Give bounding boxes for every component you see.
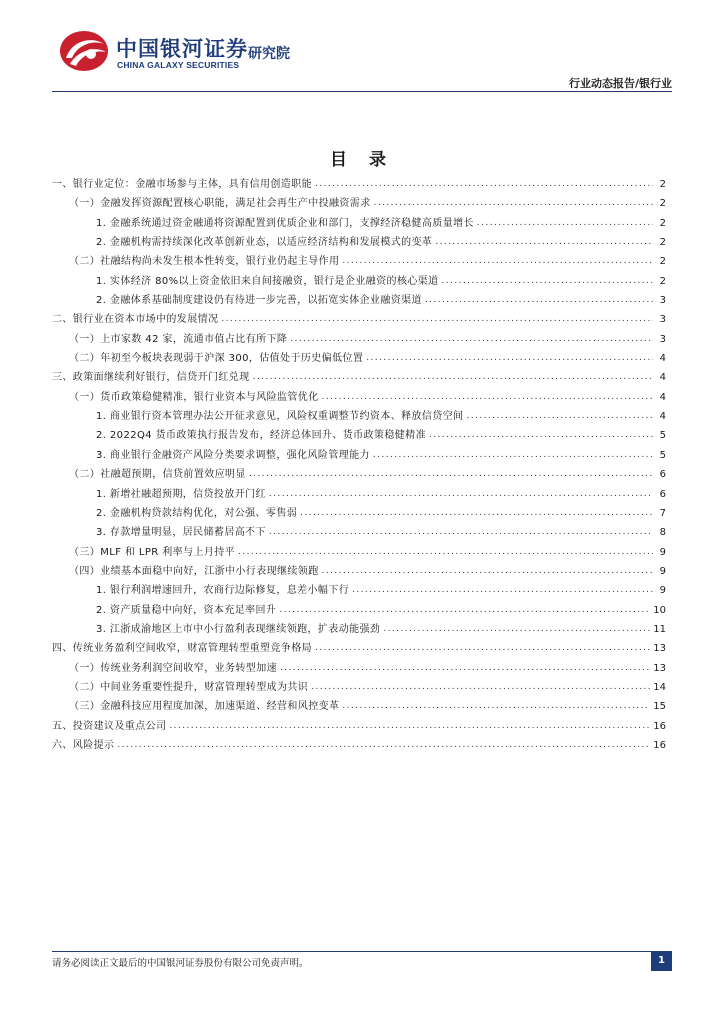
toc-entry-page: 7 [659, 507, 666, 519]
toc-entry-page: 16 [653, 720, 666, 732]
toc-entry-page: 6 [659, 488, 666, 500]
toc-leader-dots [269, 523, 653, 542]
toc-entry[interactable] [52, 581, 668, 600]
toc-entry-title: （二）中间业务重要性提升，财富管理转型成为共识 [69, 681, 309, 693]
toc-entry[interactable] [52, 523, 668, 542]
toc-entry-title: 2. 2022Q4 货币政策执行报告发布，经济总体回升、货币政策稳健精准 [96, 430, 426, 442]
toc-entry-page: 4 [659, 391, 666, 403]
toc-leader-dots [383, 620, 650, 639]
toc-entry-title: 1. 实体经济 80%以上资金依旧来自间接融资，银行是企业融资的核心渠道 [96, 275, 439, 287]
toc-leader-dots [366, 349, 653, 368]
toc-entry-page: 3 [659, 295, 666, 307]
toc-leader-dots [300, 504, 653, 523]
toc-entry[interactable] [52, 291, 668, 310]
toc-entry-title: （一）传统业务利润空间收窄，业务转型加速 [69, 662, 277, 674]
toc-entry-title: 1. 银行利润增速回升，农商行边际修复，息差小幅下行 [96, 585, 350, 597]
toc-leader-dots [429, 426, 653, 445]
toc-entry[interactable] [52, 620, 668, 639]
toc-entry-title: （二）社融超预期，信贷前置效应明显 [69, 469, 246, 481]
toc-entry[interactable] [52, 639, 668, 658]
toc-entry[interactable] [52, 736, 668, 755]
institute-label: 研究院 [248, 46, 290, 62]
brand-name-en: CHINA GALAXY SECURITIES [117, 60, 240, 70]
toc-entry-page: 5 [659, 449, 666, 461]
toc-entry[interactable] [52, 465, 668, 484]
toc-entry-title: 一、银行业定位：金融市场参与主体，具有信用创造职能 [52, 179, 312, 190]
toc-entry[interactable] [52, 194, 668, 213]
toc-entry[interactable] [52, 446, 668, 465]
disclaimer-text: 请务必阅读正文最后的中国银河证券股份有限公司免责声明。 [52, 958, 309, 969]
toc-entry-title: 3. 江浙成渝地区上市中小行盈利表现继续领跑，扩表动能强劲 [96, 623, 381, 635]
toc-entry[interactable] [52, 407, 668, 426]
toc-entry[interactable] [52, 485, 668, 504]
toc-entry[interactable] [52, 717, 668, 736]
toc-entry-page: 4 [659, 411, 666, 423]
toc-entry-title: （一）上市家数 42 家，流通市值占比有所下降 [69, 333, 288, 345]
toc-entry-page: 11 [653, 623, 666, 635]
toc-entry-title: （三）金融科技应用程度加深，加速渠道、经营和风控变革 [69, 701, 340, 713]
galaxy-logo-icon [58, 28, 110, 74]
toc-entry-page: 9 [659, 565, 666, 577]
toc-entry-page: 2 [659, 198, 666, 210]
toc-leader-dots [425, 291, 653, 310]
toc-entry[interactable] [52, 310, 668, 329]
toc-entry-title: （二）社融结构尚未发生根本性转变，银行业仍起主导作用 [69, 256, 340, 268]
toc-leader-dots [253, 368, 653, 387]
toc-entry-title: （四）业绩基本面稳中向好，江浙中小行表现继续领跑 [69, 565, 319, 577]
toc-entry-page: 5 [659, 430, 666, 442]
toc-entry-title: 2. 金融机构贷款结构优化，对公强、零售弱 [96, 507, 298, 519]
toc-leader-dots [342, 697, 650, 716]
toc-entry-page: 13 [653, 643, 666, 655]
toc-entry[interactable] [52, 175, 668, 194]
toc-entry-page: 15 [653, 701, 666, 713]
toc-entry-title: 2. 金融机构需持续深化改革创新业态，以适应经济结构和发展模式的变革 [96, 237, 433, 249]
toc-entry[interactable] [52, 349, 668, 368]
toc-entry[interactable] [52, 330, 668, 349]
toc-entry-title: 3. 存款增量明显，居民储蓄居高不下 [96, 527, 266, 539]
toc-leader-dots [373, 446, 653, 465]
toc-entry[interactable] [52, 272, 668, 291]
toc-leader-dots [352, 581, 653, 600]
brand-name-cn: 中国银河证券 [116, 37, 248, 61]
toc-entry-title: 3. 商业银行金融资产风险分类要求调整，强化风险管理能力 [96, 449, 370, 461]
toc-entry-page: 2 [659, 256, 666, 268]
toc-leader-dots [280, 659, 650, 678]
toc-entry[interactable] [52, 659, 668, 678]
toc-entry[interactable] [52, 562, 668, 581]
toc-leader-dots [290, 330, 653, 349]
toc-entry-title: 1. 新增社融超预期，信贷投放开门红 [96, 488, 266, 500]
toc-entry-page: 2 [659, 217, 666, 229]
toc-leader-dots [435, 233, 653, 252]
toc-entry-page: 4 [659, 353, 666, 365]
toc-entry[interactable] [52, 678, 668, 697]
toc-entry-title: 六、风险提示 [52, 739, 115, 751]
toc-leader-dots [477, 214, 653, 233]
toc-leader-dots [322, 562, 653, 581]
toc-entry-title: 四、传统业务盈利空间收窄，财富管理转型重塑竞争格局 [52, 643, 312, 655]
toc-entry[interactable] [52, 214, 668, 233]
toc-entry-page: 16 [653, 739, 666, 751]
toc-leader-dots [238, 543, 653, 562]
toc-entry-page: 10 [653, 604, 666, 616]
toc-leader-dots [117, 736, 650, 755]
toc-entry-title: （一）货币政策稳健精准，银行业资本与风险监管优化 [69, 391, 319, 403]
toc-title: 目 录 [330, 150, 394, 170]
toc-entry[interactable] [52, 388, 668, 407]
toc-entry-page: 9 [659, 585, 666, 597]
toc-leader-dots [467, 407, 653, 426]
toc-leader-dots [169, 717, 650, 736]
toc-entry-title: （一）金融发挥资源配置核心职能，满足社会再生产中投融资需求 [69, 198, 371, 210]
toc-entry-page: 2 [659, 179, 666, 190]
toc-leader-dots [374, 194, 653, 213]
toc-leader-dots [442, 272, 653, 291]
toc-entry-title: 二、银行业在资本市场中的发展情况 [52, 314, 219, 326]
toc-entry-title: 2. 金融体系基础制度建设仍有待进一步完善，以拓宽实体企业融资渠道 [96, 295, 422, 307]
toc-entry-page: 9 [659, 546, 666, 558]
report-type-label: 行业动态报告/银行业 [568, 77, 672, 90]
toc-entry[interactable] [52, 368, 668, 387]
toc-entry[interactable] [52, 697, 668, 716]
footer-divider [52, 951, 672, 952]
toc-leader-dots [269, 485, 653, 504]
toc-leader-dots [249, 465, 653, 484]
toc-leader-dots [342, 252, 653, 271]
toc-entry-page: 4 [659, 372, 666, 384]
toc-entry-page: 2 [659, 275, 666, 287]
toc-leader-dots [315, 639, 650, 658]
toc-leader-dots [311, 678, 650, 697]
page-header [0, 0, 724, 100]
toc-entry-title: （三）MLF 和 LPR 利率与上月持平 [69, 546, 236, 558]
toc-entry-title: 2. 资产质量稳中向好，资本充足率回升 [96, 604, 277, 616]
toc-entry-page: 3 [659, 333, 666, 345]
toc-entry-title: 三、政策面继续利好银行，信贷开门红兑现 [52, 372, 250, 384]
toc-entry-page: 6 [659, 469, 666, 481]
toc-entry[interactable] [52, 504, 668, 523]
toc-entry[interactable] [52, 233, 668, 252]
toc-leader-dots [279, 601, 650, 620]
toc-entry[interactable] [52, 426, 668, 445]
toc-entry[interactable] [52, 601, 668, 620]
page-number: 1 [651, 951, 672, 971]
toc-leader-dots [221, 310, 653, 329]
toc-entry-title: 五、投资建议及重点公司 [52, 720, 167, 732]
toc-leader-dots [315, 175, 653, 194]
toc-entry-page: 2 [659, 237, 666, 249]
toc-entry-page: 3 [659, 314, 666, 326]
toc-entry-page: 8 [659, 527, 666, 539]
toc-entry-page: 14 [653, 681, 666, 693]
toc-entry-page: 13 [653, 662, 666, 674]
toc-entry-title: （二）年初至今板块表现弱于沪深 300，估值处于历史偏低位置 [69, 353, 364, 365]
toc-entry-title: 1. 商业银行资本管理办法公开征求意见，风险权重调整节约资本、释放信贷空间 [96, 411, 464, 423]
table-of-contents [52, 175, 668, 755]
toc-entry[interactable] [52, 543, 668, 562]
toc-leader-dots [322, 388, 653, 407]
header-divider [52, 91, 672, 92]
toc-entry[interactable] [52, 252, 668, 271]
toc-entry-title: 1. 金融系统通过资金融通将资源配置到优质企业和部门，支撑经济稳健高质量增长 [96, 217, 474, 229]
